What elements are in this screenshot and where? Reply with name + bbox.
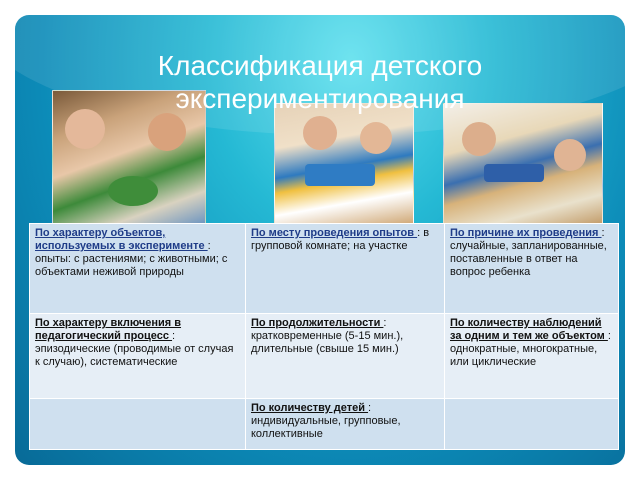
microscope [484,164,544,182]
cell-heading: По характеру включения в педагогический процесс [35,317,182,342]
table-cell [30,399,246,450]
cell-heading: По характеру объектов, используемых в эксперименте [35,227,208,252]
cell-text: : однократные, многократные, или циклические [450,330,611,368]
cell-text: : индивидуальные, групповые, коллективные [251,402,401,440]
table-cell [246,399,445,450]
cell-text: : эпизодические (проводимые от случая к случаю), систематические [35,330,234,368]
child-face [303,116,337,150]
cell-text: : случайные, запланированные, поставленные в ответ на вопрос ребенка [450,227,607,278]
slide-title-line1: Классификация детского [157,50,483,81]
table-cell [30,314,246,399]
slide [15,15,625,465]
cell-text: : в групповой комнате; на участке [251,227,430,252]
table-cell [30,224,246,314]
child-face [554,139,586,171]
cell-heading: По причине их проведения [450,227,602,239]
table-row [30,224,619,314]
child-face [462,122,496,156]
table-cell [445,224,619,314]
child-face [148,113,186,151]
cell-heading: По продолжительности [251,317,384,329]
table-cell [246,224,445,314]
table-cell [246,314,445,399]
cell-text: : опыты: с растениями; с животными; с объектами неживой природы [35,240,228,278]
table-row [30,399,619,450]
table-cell [445,399,619,450]
child-face [65,109,105,149]
table-cell [445,314,619,399]
table-row [30,314,619,399]
cell-heading: По количеству наблюдений за одним и тем же объектом [450,317,608,342]
cell-heading: По месту проведения опытов [251,227,418,239]
scales [305,164,375,186]
photo-children-microscopes [443,103,603,233]
plant-pot [108,176,158,206]
cell-heading: По количеству детей [251,402,369,414]
photo-children-scales [274,103,414,230]
child-face [360,122,392,154]
slide-title-line2: экспериментирования [175,83,465,114]
classification-table [29,223,619,450]
cell-text: : кратковременные (5-15 мин.), длительные (свыше 15 мин.) [251,317,404,355]
